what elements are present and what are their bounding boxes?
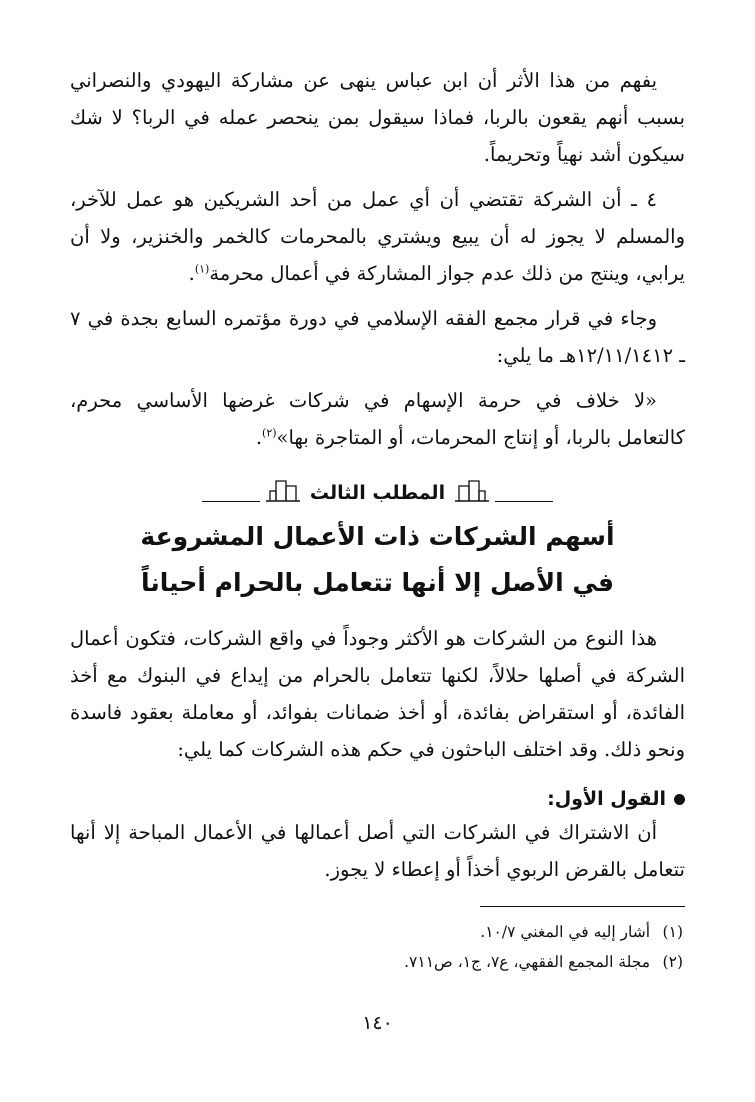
steps-ornament-icon bbox=[455, 480, 489, 502]
footnote-reference[interactable]: (١) bbox=[194, 262, 210, 276]
steps-ornament-icon bbox=[266, 480, 300, 502]
footnote-reference[interactable]: (٢) bbox=[262, 426, 277, 440]
section-heading bbox=[70, 478, 685, 508]
paragraph-academy-decision bbox=[70, 300, 685, 374]
paragraph-text: أن الاشتراك في الشركات التي أصل أعمالها في الأعمال المباحة إلا أنها تتعامل بالقرض الربوي أخذاً أو إعطاء لا يجوز. bbox=[70, 821, 685, 881]
bullet-icon bbox=[674, 794, 685, 805]
paragraph-description bbox=[70, 620, 685, 768]
paragraph-text: يفهم من هذا الأثر أن ابن عباس ينهى عن مشاركة اليهودي والنصراني بسبب أنهم يقعون بالربا، فماذا سيقول بمن ينحصر عمله في الربا؟ لا شك سيكون أشد نهياً وتحريماً. bbox=[70, 69, 685, 166]
section-title-line-2: في الأصل إلا أنها تتعامل بالحرام أحياناً bbox=[140, 568, 615, 597]
book-page bbox=[70, 62, 685, 977]
paragraph-text: هذا النوع من الشركات هو الأكثر وجوداً في واقع الشركات، فتكون أعمال الشركة في أصلها حلالاً، لكنها تتعامل بالحرام من إيداع في البنوك مع أخذ الفائدة، أو استقراض بفائدة، أو أخذ ضمانات بفوائد، أو معاملة بعقود فاسدة ونحو ذلك. وقد اختلف الباحثون في حكم هذه الشركات كما يلي: bbox=[70, 627, 685, 761]
opinion-heading bbox=[70, 788, 685, 810]
paragraph-quote bbox=[70, 382, 685, 456]
footnote-divider bbox=[480, 906, 685, 907]
section-title-line-1: أسهم الشركات ذات الأعمال المشروعة bbox=[140, 522, 615, 551]
footnote-number: (٢) bbox=[662, 953, 683, 971]
paragraph-point-four bbox=[70, 181, 685, 292]
page-number: ١٤٠ bbox=[362, 1012, 393, 1034]
paragraph-text: وجاء في قرار مجمع الفقه الإسلامي في دورة مؤتمره السابع بجدة في ٧ ـ ١٢/١١/١٤١٢هـ ما يلي: bbox=[70, 307, 685, 367]
footnote-number: (١) bbox=[662, 923, 683, 941]
footnote-2 bbox=[70, 947, 685, 977]
paragraph-first-opinion bbox=[70, 814, 685, 888]
paragraph-text: «لا خلاف في حرمة الإسهام في شركات غرضها الأساسي محرم، كالتعامل بالربا، أو إنتاج المحرمات، أو المتاجرة بها» bbox=[70, 389, 685, 449]
footnote-1 bbox=[70, 917, 685, 947]
heading-line-right bbox=[495, 501, 553, 502]
footnote-text: أشار إليه في المغني ١٠/٧. bbox=[480, 923, 651, 941]
paragraph-text: ٤ ـ أن الشركة تقتضي أن أي عمل من أحد الشريكين هو عمل للآخر، والمسلم لا يجوز له أن يبيع ويشتري بالمحرمات كالخمر والخنزير، ولا أن يرابي، وينتج من ذلك عدم جواز المشاركة في أعمال محرمة bbox=[70, 188, 685, 285]
paragraph-ibn-abbas bbox=[70, 62, 685, 173]
heading-line-left bbox=[202, 501, 260, 502]
paragraph-end: . bbox=[188, 262, 195, 285]
opinion-label: القول الأول: bbox=[547, 788, 666, 810]
section-label: المطلب الثالث bbox=[309, 482, 446, 504]
paragraph-end: . bbox=[255, 426, 263, 449]
footnote-text: مجلة المجمع الفقهي، ع٧، ج١، ص٧١١. bbox=[404, 953, 651, 971]
